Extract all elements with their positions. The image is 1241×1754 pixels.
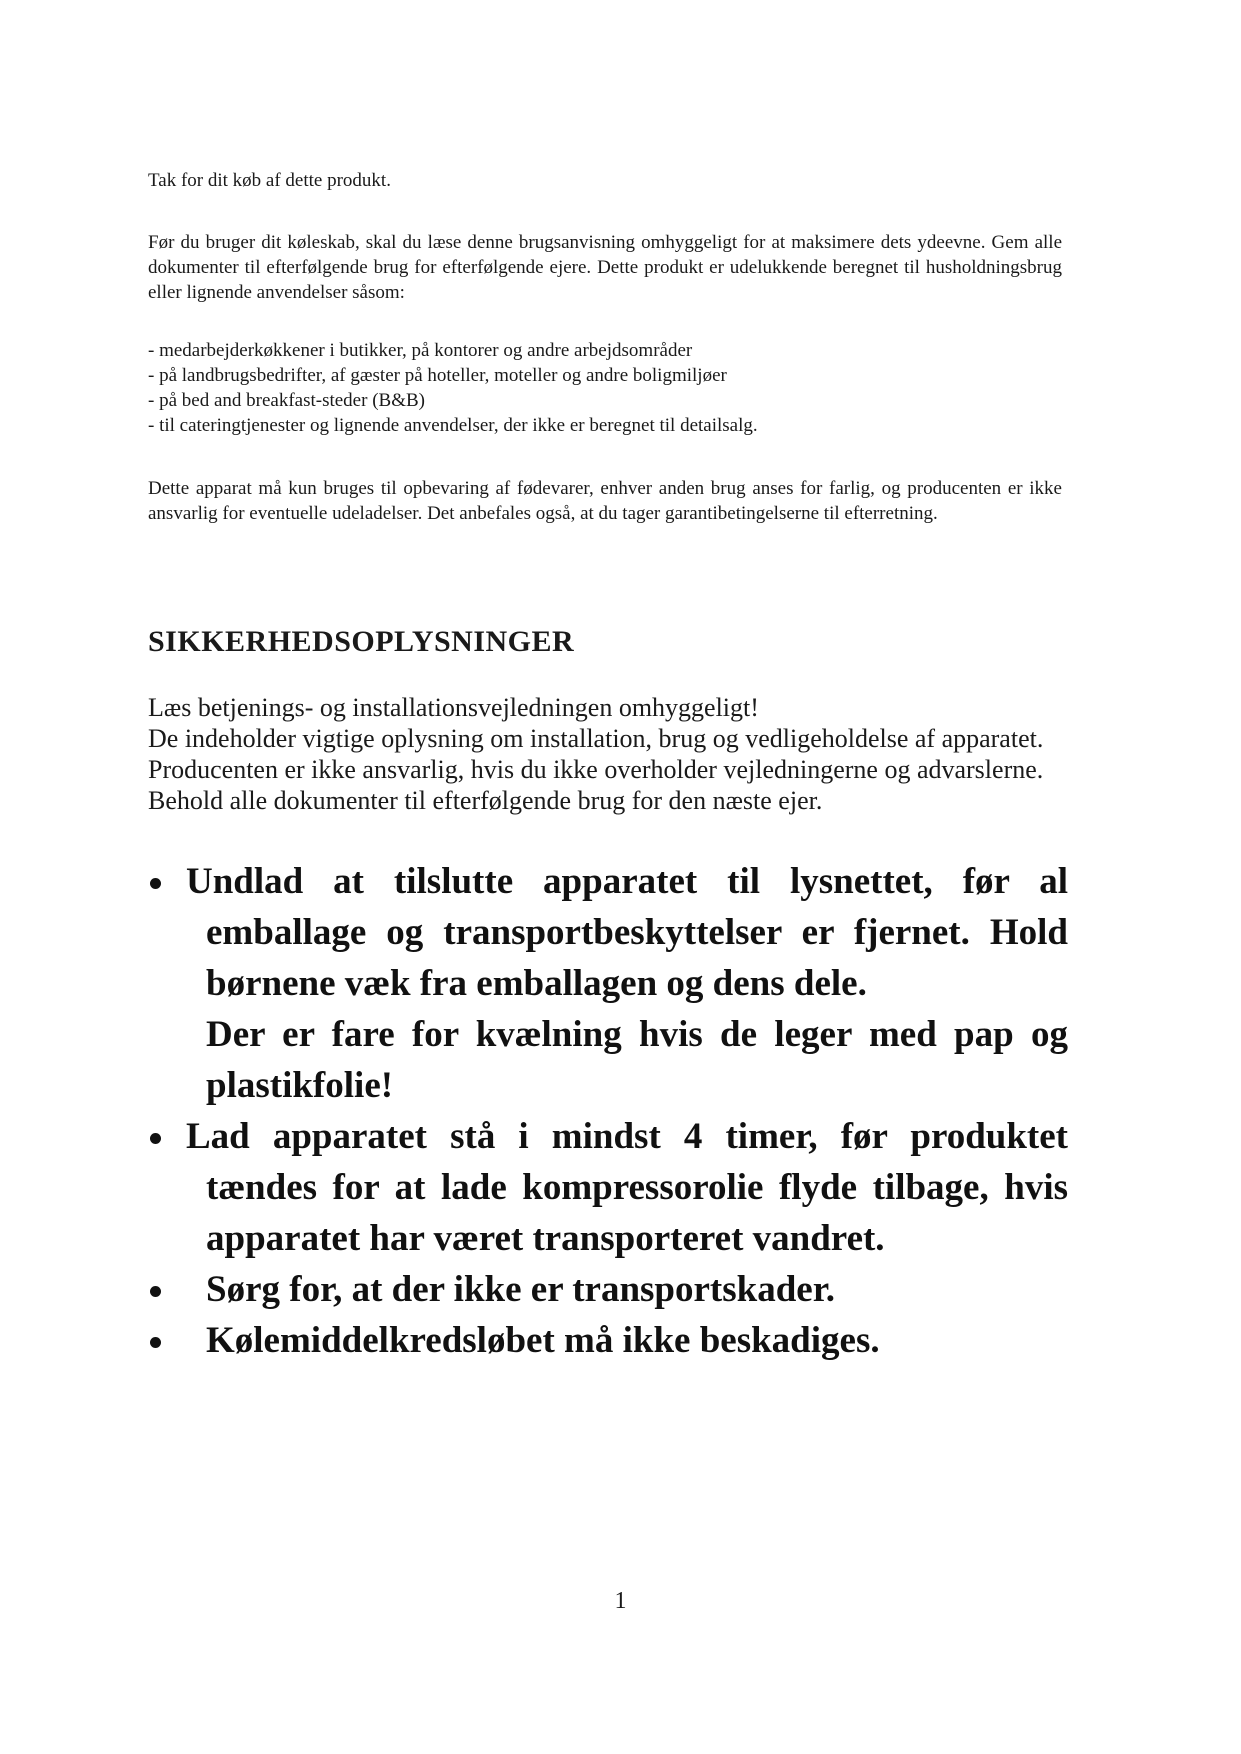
usage-list xyxy=(148,338,1062,438)
list-item: - på bed and breakfast-steder (B&B) xyxy=(148,390,425,411)
intro-paragraph: Før du bruger dit køleskab, skal du læse denne brugsanvisning omhyggeligt for at maksimere dets ydeevne. Gem alle dokumenter til efterfølgende brug for efterfølgende ejere. Dette produkt er udelukkende beregnet til husholdningsbrug eller lignende anvendelser såsom: xyxy=(148,232,1062,303)
bullet-line: Der er fare for kvælning hvis de leger med pap og xyxy=(206,1014,1068,1055)
bullet-icon xyxy=(150,1133,161,1144)
safety-bullet xyxy=(148,1264,1068,1315)
bullet-line: børnene væk fra emballagen og dens dele. xyxy=(206,963,867,1004)
page-number: 1 xyxy=(614,1588,627,1614)
bullet-line: apparatet har været transporteret vandret. xyxy=(206,1218,885,1259)
safety-intro-line: Læs betjenings- og installationsvejledningen omhyggeligt! xyxy=(148,693,759,722)
list-item: - til cateringtjenester og lignende anvendelser, der ikke er beregnet til detailsalg. xyxy=(148,415,758,436)
bullet-line: Kølemiddelkredsløbet må ikke beskadiges. xyxy=(206,1320,880,1361)
bullet-icon xyxy=(150,1286,161,1297)
thanks-text: Tak for dit køb af dette produkt. xyxy=(148,170,391,191)
bullet-line: emballage og transportbeskyttelser er fjernet. Hold xyxy=(206,912,1068,953)
bullet-line: plastikfolie! xyxy=(206,1065,394,1106)
bullet-icon xyxy=(150,878,161,889)
safety-intro xyxy=(148,692,1062,816)
bullet-line: Sørg for, at der ikke er transportskader. xyxy=(206,1269,835,1310)
section-heading: SIKKERHEDSOPLYSNINGER xyxy=(148,625,575,658)
bullet-line: Lad apparatet stå i mindst 4 timer, før produktet xyxy=(186,1116,1068,1157)
bullet-line: Undlad at tilslutte apparatet til lysnettet, før al xyxy=(186,861,1068,902)
safety-bullet xyxy=(148,1111,1068,1264)
usage-warning-paragraph: Dette apparat må kun bruges til opbevaring af fødevarer, enhver anden brug anses for farlig, og producenten er ikke ansvarlig for eventuelle udeladelser. Det anbefales også, at du tager garantibetingelserne til efterretning. xyxy=(148,478,1062,524)
safety-intro-line: Behold alle dokumenter til efterfølgende brug for den næste ejer. xyxy=(148,786,823,815)
safety-bullet xyxy=(148,1315,1068,1366)
safety-bullet-list xyxy=(148,856,1068,1366)
bullet-line: tændes for at lade kompressorolie flyde tilbage, hvis xyxy=(206,1167,1068,1208)
safety-intro-line: De indeholder vigtige oplysning om installation, brug og vedligeholdelse af apparatet. xyxy=(148,724,1044,753)
safety-bullet xyxy=(148,856,1068,1111)
safety-intro-line: Producenten er ikke ansvarlig, hvis du ikke overholder vejledningerne og advarslerne. xyxy=(148,755,1044,784)
list-item: - på landbrugsbedrifter, af gæster på hoteller, moteller og andre boligmiljøer xyxy=(148,365,727,386)
list-item: - medarbejderkøkkener i butikker, på kontorer og andre arbejdsområder xyxy=(148,340,693,361)
bullet-icon xyxy=(150,1337,161,1348)
